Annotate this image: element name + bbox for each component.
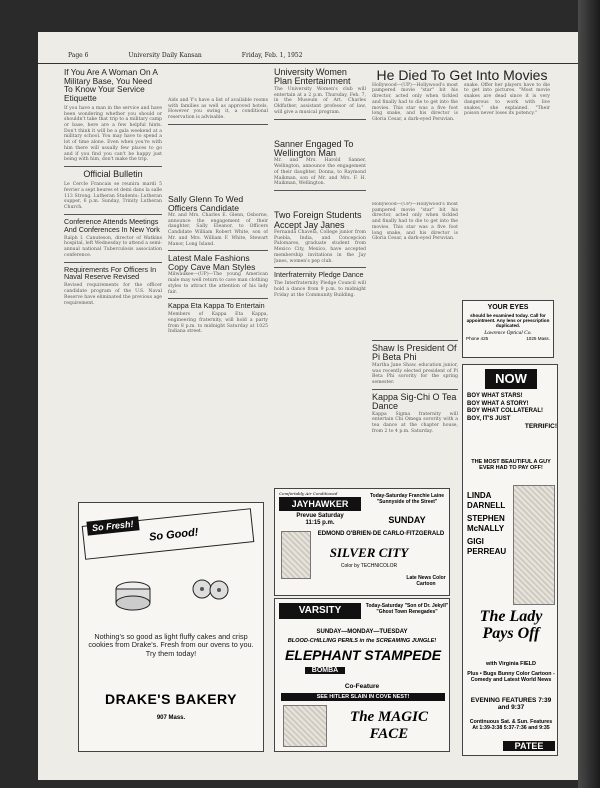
jayhawker-extras: Late News Color Cartoon <box>406 575 446 587</box>
prevue-time: 11:15 p.m. <box>305 520 335 526</box>
boy-line-1: BOY WHAT STARS! <box>467 393 523 399</box>
issue-date: Friday, Feb. 1, 1952 <box>241 52 303 59</box>
jayhawker-feature: Today-Saturday Franchie Laine "Sunnyside of the Street" <box>369 493 445 505</box>
cookies-illustration <box>191 575 231 605</box>
sanner-heading: Sanner Engaged To Wellington Man <box>274 138 354 158</box>
actress-photo <box>513 485 555 605</box>
bomba-label: BOMBA <box>305 667 345 674</box>
article-continued: Aids and Y's have a list of available rooms with families as well as approved hotels. However you swing it, a conditional reservation is advisable. <box>168 98 268 121</box>
bulletin-heading: Official Bulletin <box>83 169 143 180</box>
sally-heading: Sally Glenn To Wed Officers Candidate <box>168 193 244 213</box>
divider <box>168 298 268 299</box>
masthead <box>38 52 578 64</box>
poster-image <box>281 531 311 579</box>
bakery-name: DRAKE'S BAKERY <box>105 691 237 707</box>
divider <box>64 214 162 215</box>
women-heading: University Women Plan Entertainment <box>274 68 351 87</box>
divider <box>168 250 268 251</box>
magic-face-title: The MAGIC FACE <box>350 709 428 742</box>
shaw-body: Martha Jane Shaw, education junior, was recently elected president of Pi Beta Phi sorority for the spring semester. <box>372 362 458 386</box>
granada-blurb: THE MOST BEAUTIFUL A GUY EVER HAD TO PAY OFF! <box>471 459 551 471</box>
lady-pays-off-title: The Lady Pays Off <box>479 608 543 642</box>
bakery-ad <box>78 502 264 752</box>
optical-body: should be examined today. Call for appointment. Any lens or prescription duplicated. <box>466 313 550 328</box>
fashion-heading: Latest Male Fashions Copy Cave Man Styles <box>168 253 256 273</box>
requirements-body: Revised requirements for the officer candidate program of the U.S. Naval Reserve have eliminated the previous age requirement. <box>64 283 162 306</box>
column-2 <box>168 68 268 503</box>
sally-body: Mr. and Mrs. Charles E. Glenn, Osborne, announce the engagement of their daughter, Sally Eleanor, to Officers Candidate William Robert White, son of Mr. and Mrs. William F. White, Stewart Manor, Long Island. <box>168 212 268 247</box>
optical-shop: Lawrence Optical Co. <box>484 330 532 336</box>
bulletin-body: Le Cercle Francais se reunira mardi 5 fevrier a sept heures et demi dans la salle 113 Strong. Lutheran Students: Lutheran supper, 6 p.m. Sunday, Trinity Lutheran Church. <box>64 182 162 210</box>
now-label: NOW <box>485 369 537 389</box>
kappa-sig-heading: Kappa Sig-Chi O Tea Dance <box>372 391 457 412</box>
varsity-tagline: BLOOD-CHILLING PERILS in the SCREAMING JUNGLE! <box>287 638 437 644</box>
column-4-top <box>372 68 552 198</box>
cofeature-label: Co-Feature <box>344 683 380 690</box>
bakery-address: 907 Mass. <box>156 715 186 721</box>
star-mcnally: STEPHEN McNALLY <box>467 514 505 533</box>
patee-ad <box>462 364 558 756</box>
optical-ad <box>462 300 554 358</box>
sanner-body: Mr. and Mrs. Harold Sanner, Wellington, announce the engagement of their daughter, Donna, to Raymond Maikman, son of Mr. and Mrs. F. H. Maikman, Wellington. <box>274 158 366 187</box>
headline-military-etiquette: If You Are A Woman On A Military Base, You Need To Know Your Service Etiquette <box>64 68 158 104</box>
inter-heading: Interfraternity Pledge Dance <box>274 270 364 280</box>
optical-contact <box>466 336 550 341</box>
star-perreau: GIGI PERREAU <box>467 537 507 556</box>
movies-body-continued: snake. Offer her players have to die to get into pictures. "Most movie snakes are dead since it is very dangerous to work with live snakes," she explained. "Their poison never loses its potency." <box>464 82 550 117</box>
divider <box>274 190 366 191</box>
divider <box>274 267 366 268</box>
page-number: Page 6 <box>68 52 89 59</box>
varsity-ad <box>274 598 450 752</box>
varsity-days: SUNDAY—MONDAY—TUESDAY <box>316 629 408 635</box>
boy-lines <box>467 393 557 431</box>
terrific-label: TERRIFIC! <box>524 423 557 430</box>
bakery-body: Nothing's so good as light fluffy cakes and crisp cookies from Drake's. Fresh from our ovens to you. Try them today! <box>88 632 254 658</box>
newspaper-page <box>38 32 578 780</box>
banner-so-fresh: So Fresh! <box>86 516 139 535</box>
cake-illustration <box>113 573 153 613</box>
kappa-body: Members of Kappa Eta Kappa, engineering fraternity, will hold a party from 8 p.m. to midnight Saturday at 1025 Indiana street. <box>168 312 268 335</box>
patee-name: PATEE <box>503 741 555 751</box>
continuous-features: Continuous Sat. & Sun. Features At 1:39-3:38 5:37-7:36 and 9:35 <box>469 719 553 731</box>
granada-plus: Plus • Bugs Bunny Color Cartoon - Comedy and Latest World News <box>467 671 555 683</box>
women-body: The University Women's club will entertain at a 2 p.m. Thursday, Feb. 7, in the Museum of Art. Charles Oldfather, assistant professor of law, will give a musical program. <box>274 86 366 115</box>
column-3 <box>274 68 366 518</box>
paper-name: University Daily Kansan <box>128 52 202 59</box>
column-4 <box>372 202 458 482</box>
movies-body: Hollywood—(UP)—Hollywood's most pampered movie "star" bit his director, acted only when tickled and finally had to die to get into the movies. This star was a five foot long snake, and his director is Gloria Cesar, a dark-eyed Peruvian. <box>372 82 458 123</box>
technicolor-note: Color by TECHNICOLOR <box>340 563 398 569</box>
banner-so-good: So Good! <box>148 526 199 544</box>
jayhawker-tag: Comfortably Air Conditioned <box>279 491 338 496</box>
granada-with: with Virginia FIELD <box>485 661 536 667</box>
divider <box>64 166 162 167</box>
divider <box>372 389 458 390</box>
divider <box>64 262 162 263</box>
optical-title: YOUR EYES <box>487 304 529 311</box>
movies-heading: He Died To Get Into Movies <box>376 68 548 83</box>
elephant-stampede-title: ELEPHANT STAMPEDE <box>284 647 442 663</box>
kappa-sig-body: Kappa Sigma fraternity will entertain Chi Omega sorority with a tea dance at the chapter house, from 2 to 4 p.m. Saturday. <box>372 411 458 434</box>
conference-heading: Conference Attends Meetings And Conferences In New York <box>64 216 160 234</box>
requirements-heading: Requirements For Officers In Naval Reserve Revised <box>64 264 157 282</box>
divider <box>274 119 366 120</box>
shaw-heading: Shaw Is President Of Pi Beta Phi <box>372 343 457 363</box>
varsity-name: VARSITY <box>279 603 361 619</box>
silver-city-title: SILVER CITY <box>329 545 409 560</box>
divider <box>372 340 458 341</box>
article-military-etiquette: If you have a man in the service and have been wondering whether you should or shouldn't take that trip to a military camp or base, here are a few helpful hints. Don't think it will be a gala weekend at a military school. You may have to spend a lot of time alone. Even when you're with him there will usually few places to go and if you find you can't be happy just being with him, don't make the trip. <box>64 105 162 163</box>
boy-line-3: BOY WHAT COLLATERAL! <box>467 408 543 414</box>
conference-body: Ralph I. Canuteson, director of Watkins hospital, left Wednesday to attend a semi-annual national Tuberculosis association conference. <box>64 235 162 258</box>
foreign-body: Fernanda Chavela, College junior from Puebla, India, and Concepcion Palomares, graduate student from Mexico City, Mexico, have accepted membership invitations in the Jay Janes, women's pep club. <box>274 229 366 264</box>
optical-phone: Phone 425 <box>466 336 489 341</box>
star-darnell: LINDA DARNELL <box>467 491 506 510</box>
jayhawker-name: JAYHAWKER <box>279 497 361 511</box>
star-list <box>467 491 511 557</box>
foreign-heading: Two Foreign Students Accept Jay Janes <box>274 210 362 230</box>
hitler-image <box>283 705 327 747</box>
varsity-showing: Today-Saturday "Son of Dr. Jekyll" "Ghost Town Renegades" <box>365 603 449 615</box>
boy-line-4: BOY, IT'S JUST <box>467 415 511 422</box>
scan-edge <box>578 0 600 788</box>
boy-line-2: BOY WHAT A STORY! <box>467 400 529 407</box>
optical-address: 1025 Mass. <box>526 336 550 341</box>
prevue-title: Prevue Saturday <box>296 513 344 519</box>
cofeature-tag: SEE HITLER SLAIN IN COVE NEST! <box>281 693 445 701</box>
sunday-label: SUNDAY <box>388 515 426 525</box>
kappa-heading: Kappa Eta Kappa To Entertain <box>168 301 265 311</box>
movies-body-col4: Hollywood—(UP)—Hollywood's most pampered movie "star" bit his director, acted only when tickled and finally had to die to get into the movies. This star was a five foot long snake, and his director is Gloria Cesar, a dark-eyed Peruvian. <box>372 202 458 242</box>
jayhawker-ad <box>274 488 450 596</box>
column-1 <box>64 68 162 503</box>
divider <box>168 124 268 125</box>
inter-body: The Interfraternity Pledge Council will hold a dance from 9 p.m. to midnight Friday at the Community Building. <box>274 281 366 298</box>
fashion-body: Milwaukee—(UP)—The young American male may well return to cave man clothing styles to attract the attention of his lady fair. <box>168 272 268 295</box>
jayhawker-cast: EDMOND O'BRIEN·DE CARLO·FITZGERALD <box>317 531 445 537</box>
evening-features: EVENING FEATURES 7:39 and 9:37 <box>470 697 552 711</box>
